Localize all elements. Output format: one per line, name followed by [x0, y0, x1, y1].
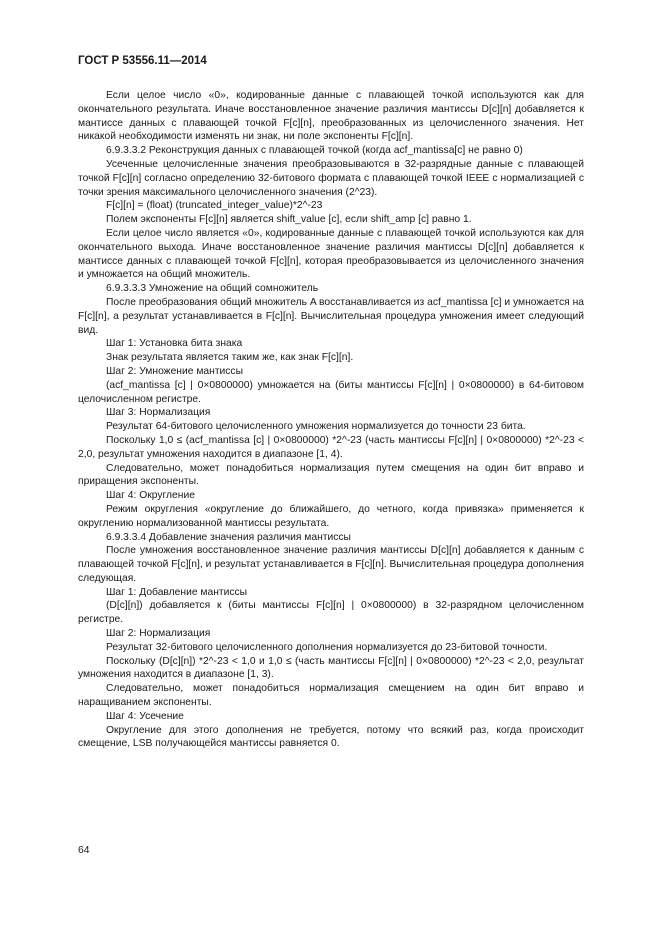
step-heading: Шаг 1: Добавление мантиссы — [106, 586, 248, 598]
paragraph: После преобразования общий множитель A восстанавливается из acf_mantissa [c] и умножается на F[c][n], а результат устанавливается в F[c][n]. Вычислительная процедура умножения имеет следующий вид. — [78, 296, 584, 336]
step-heading: Шаг 2: Нормализация — [106, 628, 211, 640]
paragraph: Полем экспоненты F[c][n] является shift_value [c], если shift_amp [c] равно 1. — [106, 214, 472, 226]
document-header: ГОСТ Р 53556.11—2014 — [78, 55, 207, 67]
section-heading: 6.9.3.3.2 Реконструкция данных с плавающей точкой (когда acf_mantissa[c] не равно 0) — [106, 145, 523, 157]
paragraph: Результат 64-битового целочисленного умножения нормализуется до точности 23 бита. — [106, 421, 526, 433]
paragraph: Усеченные целочисленные значения преобразовываются в 32-разрядные данные с плавающей точкой F[c][n] согласно определению 32-битового формата с плавающей точкой IEEE с нормализацией с точки зрения максимального целочисленного значения (2^23). — [78, 158, 584, 198]
section-heading: 6.9.3.3.3 Умножение на общий сомножитель — [106, 283, 319, 295]
formula: F[c][n] = (float) (truncated_integer_value)*2^-23 — [106, 200, 323, 212]
step-heading: Шаг 2: Умножение мантиссы — [106, 365, 243, 377]
section-heading: 6.9.3.3.4 Добавление значения различия мантиссы — [106, 531, 351, 543]
document-body — [78, 89, 584, 751]
step-heading: Шаг 4: Усечение — [106, 710, 184, 722]
paragraph: После умножения восстановленное значение различия мантиссы D[c][n] добавляется к данным с плавающей точкой F[c][n], и результат устанавливается в F[c][n]. Вычислительная процедура дополнения следующая. — [78, 545, 584, 584]
step-heading: Шаг 1: Установка бита знака — [106, 338, 243, 350]
paragraph: (D[c][n]) добавляется к (биты мантиссы F[c][n] | 0×0800000) в 32-разрядном целочисленном регистре. — [78, 600, 584, 626]
paragraph: Знак результата является таким же, как знак F[c][n]. — [106, 352, 354, 364]
paragraph: Режим округления «округление до ближайшего, до четного, когда привязка» применяется к округлению нормализованной мантиссы результата. — [78, 503, 584, 529]
paragraph: Поскольку 1,0 ≤ (acf_mantissa [c] | 0×0800000) *2^-23 (часть мантиссы F[c][n] | 0×0800000) *2^-23 < 2,0, результат умножения находится в диапазоне [1, 4). — [78, 434, 584, 460]
paragraph: Округление для этого дополнения не требуется, потому что всякий раз, когда происходит смещение, LSB получающейся мантиссы равняется 0. — [78, 724, 584, 750]
paragraph: Поскольку (D[c][n]) *2^-23 < 1,0 и 1,0 ≤ (часть мантиссы F[c][n] | 0×0800000) *2^-23 < 2,0, результат умножения находится в диапазоне [1, 3). — [78, 655, 584, 681]
paragraph: (acf_mantissa [c] | 0×0800000) умножается на (биты мантиссы F[c][n] | 0×0800000) в 64-битовом целочисленном регистре. — [78, 379, 584, 405]
paragraph: Если целое число является «0», кодированные данные с плавающей точкой используются как для окончательного выхода. Иначе восстановленное значение различия мантиссы D[c][n] добавляется к мантиссе данных с плавающей точкой F[c][n], которая преобразовывается из целочисленного значения и умножается на общий множитель. — [78, 227, 584, 281]
paragraph: Результат 32-битового целочисленного дополнения нормализуется до 23-битовой точности. — [106, 641, 548, 653]
paragraph: Если целое число «0», кодированные данные с плавающей точкой используются как для окончательного результата. Иначе восстановленное значение различия мантиссы D[c][n] добавляется к мантиссе данных с плавающей точкой F[c][n], преобразованных из целочисленного значения. Нет никакой необходимости изменять ни знак, ни поле экспоненты F[c][n]. — [78, 90, 584, 143]
step-heading: Шаг 3: Нормализация — [106, 407, 211, 419]
step-heading: Шаг 4: Округление — [106, 490, 195, 502]
page-number: 64 — [78, 845, 90, 856]
paragraph: Следовательно, может понадобиться нормализация смещением на один бит вправо и наращиванием экспоненты. — [78, 683, 584, 709]
paragraph: Следовательно, может понадобиться нормализация путем смещения на один бит вправо и приращения экспоненты. — [78, 462, 584, 488]
